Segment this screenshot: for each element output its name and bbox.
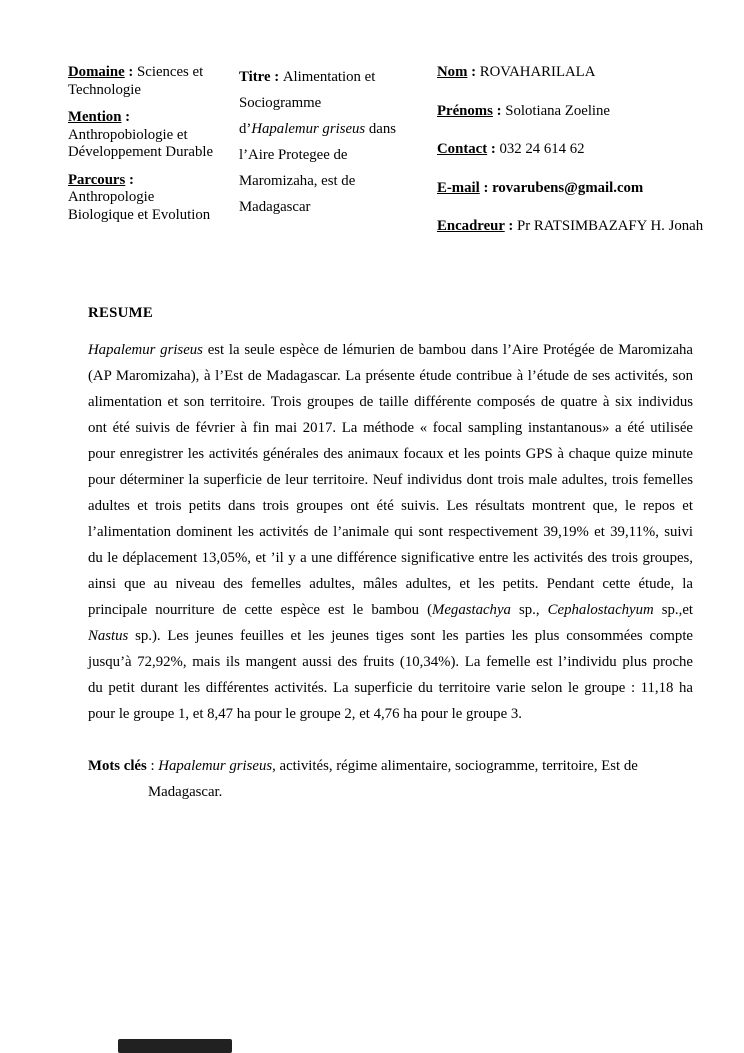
text-segment: sp.). Les jeunes feuilles et les jeunes tiges sont les parties les plus consommées compte	[128, 628, 693, 644]
contact-value: 032 24 614 62	[499, 141, 585, 157]
keywords-line2: Madagascar.	[148, 784, 223, 800]
email-value: rovarubens@gmail.com	[492, 179, 644, 196]
encadreur-label: Encadreur	[437, 218, 505, 234]
encadreur-value: Pr RATSIMBAZAFY H. Jonah	[517, 218, 704, 234]
text-segment: principale nourriture de cette espèce est le bambou (	[88, 602, 433, 618]
paragraph-line: (AP Maromizaha), à l’Est de Madagascar. La présente étude contribue à l’étude de ses activités, son	[88, 368, 693, 384]
keywords-sep: :	[146, 758, 159, 774]
field-domaine-line2: Technologie	[68, 81, 141, 98]
paragraph-line: jusqu’à 72,92%, mais ils mangent aussi des fruits (10,34%). La femelle est l’individu plus proche	[88, 654, 693, 670]
paragraph-line: pour déterminer la superficie de leur territoire. Neuf individus dont trois male adultes, trois femelles	[88, 472, 693, 488]
encadreur-sep: :	[504, 218, 518, 234]
field-contact	[437, 141, 716, 158]
nom-value: ROVAHARILALA	[479, 64, 596, 80]
mention-label: Mention	[68, 109, 122, 125]
keywords-section	[88, 753, 708, 805]
field-titre-line6: Madagascar	[239, 199, 311, 215]
paragraph-line: pour enregistrer les activités générales des animaux focaux et les points GPS à chaque quize minute	[88, 446, 693, 462]
field-titre-line3	[239, 116, 421, 142]
resume-heading: RESUME	[88, 305, 154, 321]
domaine-value: Sciences et	[137, 64, 204, 80]
titre-text: Alimentation et	[282, 69, 376, 85]
header-right-column	[437, 64, 716, 257]
field-prenoms	[437, 103, 716, 120]
text-segment: est la seule espèce de lémurien de bambou dans l’Aire Protégée de Maromizaha	[202, 342, 693, 358]
field-domaine-line1	[68, 64, 223, 82]
field-mention-line3: Développement Durable	[68, 144, 214, 160]
domaine-label: Domaine	[68, 64, 125, 80]
field-mention	[68, 109, 223, 162]
field-mention-line2: Anthropobiologie et	[68, 126, 188, 143]
paragraph-line	[88, 337, 693, 363]
keywords-label: Mots clés	[88, 758, 147, 774]
abstract-paragraph	[88, 337, 693, 727]
field-domaine	[68, 64, 223, 99]
field-parcours-line2: Anthropologie	[68, 189, 155, 205]
field-titre-line1	[239, 64, 421, 90]
resume-section	[88, 303, 693, 727]
paragraph-line: du petit durant les différentes activités. La superficie du territoire varie selon le groupe : 11,18 ha	[88, 680, 693, 696]
keywords-line1	[88, 753, 708, 779]
nom-label: Nom	[437, 64, 468, 80]
text-segment: Cephalostachyum	[547, 602, 654, 618]
prenoms-label: Prénoms	[437, 102, 493, 119]
prenoms-sep: :	[492, 102, 506, 119]
field-parcours-line1	[68, 172, 223, 190]
parcours-label: Parcours	[68, 171, 126, 188]
paragraph-line: pour le groupe 1, et 8,47 ha pour le groupe 2, et 4,76 ha pour le groupe 3.	[88, 706, 522, 722]
field-encadreur	[437, 218, 716, 235]
text-segment: d’	[239, 121, 252, 137]
field-titre-line5: Maromizaha, est de	[239, 173, 356, 189]
info-header	[68, 64, 716, 257]
text-segment: , activités, régime alimentaire, sociogramme, territoire, Est de	[272, 758, 638, 774]
paragraph-line: alimentation et son territoire. Trois groupes de taille différente composés de quatre à six individus	[88, 394, 693, 410]
contact-sep: :	[487, 141, 500, 157]
domaine-sep: :	[124, 64, 138, 80]
paragraph-line: ainsi que au niveau des femelles adultes, mâles adultes, et les petits. Pendant cette étude, la	[88, 576, 693, 592]
email-sep: :	[479, 179, 493, 196]
header-left-column	[68, 64, 223, 234]
paragraph-line	[88, 623, 693, 649]
paragraph-line: du le déplacement 13,05%, et ’il y a une différence significative entre les activités des trois groupes,	[88, 550, 693, 566]
contact-label: Contact	[437, 141, 488, 157]
text-segment: Nastus	[88, 628, 129, 644]
text-segment: Hapalemur griseus	[251, 121, 366, 137]
titre-sep: :	[270, 69, 283, 85]
field-parcours	[68, 172, 223, 225]
parcours-sep: :	[125, 171, 134, 188]
text-segment: Megastachya	[432, 602, 511, 618]
mention-sep: :	[121, 109, 131, 125]
paragraph-line: l’alimentation dominent les activités de l’animale qui sont respectivement 39,19% et 39,11%, suivi	[88, 524, 693, 540]
field-titre-line4: l’Aire Protegee de	[239, 147, 348, 163]
nom-sep: :	[467, 64, 480, 80]
text-segment: dans	[365, 121, 397, 137]
bottom-overlay-bar	[118, 1039, 232, 1053]
text-segment: Hapalemur griseus	[158, 758, 273, 774]
text-segment: sp.,et	[653, 602, 694, 618]
email-label: E-mail	[437, 179, 480, 196]
field-parcours-line3: Biologique et Evolution	[68, 206, 211, 223]
field-titre-line2: Sociogramme	[239, 95, 322, 111]
paragraph-line	[88, 597, 693, 623]
text-segment: Hapalemur griseus	[88, 342, 203, 358]
paragraph-line: adultes et trois petits dans trois groupes ont été suivis. Les résultats montrent que, le repos et	[88, 498, 693, 514]
field-email	[437, 180, 716, 197]
field-nom	[437, 64, 716, 81]
paragraph-line: ont été suivis de février à fin mai 2017. La méthode « focal sampling instantanous» a été utilisée	[88, 420, 693, 436]
prenoms-value: Solotiana Zoeline	[505, 102, 611, 119]
titre-label: Titre	[239, 69, 271, 85]
header-title-column	[239, 64, 421, 220]
keywords-text	[158, 758, 638, 774]
text-segment: sp.,	[510, 602, 548, 618]
field-mention-line1	[68, 109, 223, 127]
